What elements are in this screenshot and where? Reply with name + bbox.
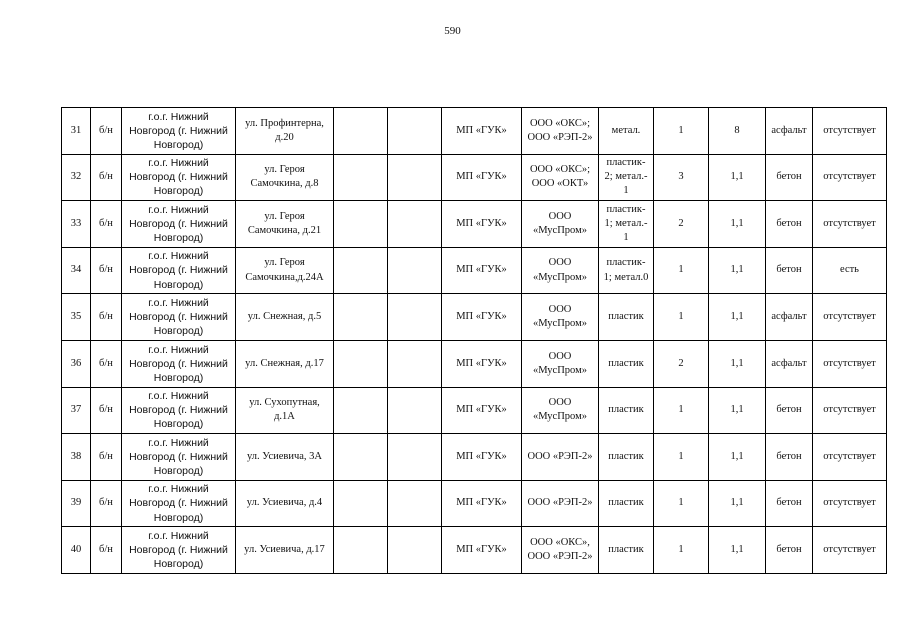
cell-volume: 1,1 — [709, 434, 766, 481]
cell-number: 33 — [62, 201, 91, 248]
cell-address — [236, 387, 334, 434]
cell-address — [236, 247, 334, 294]
cell-owner: МП «ГУК» — [442, 387, 522, 434]
cell-material-line: пластик — [608, 311, 644, 323]
cell-operator — [522, 294, 599, 341]
cell-material — [599, 154, 654, 201]
cell-code: б/н — [91, 108, 122, 155]
cell-empty-2 — [388, 108, 442, 155]
cell-address — [236, 480, 334, 527]
cell-operator-line: ООО «РЭП-2» — [527, 131, 593, 143]
cell-operator-line: ООО «ОКС», — [530, 536, 590, 548]
cell-material-line: пластик- — [606, 203, 646, 215]
cell-locality-line: г.о.г. Нижний — [148, 250, 209, 263]
cell-number: 32 — [62, 154, 91, 201]
cell-locality-line: г.о.г. Нижний — [148, 436, 209, 449]
cell-owner: МП «ГУК» — [442, 480, 522, 527]
cell-fence: отсутствует — [813, 294, 887, 341]
cell-surface: асфальт — [766, 340, 813, 387]
cell-surface: бетон — [766, 247, 813, 294]
cell-material — [599, 434, 654, 481]
cell-address-line: Самочкина, д.21 — [247, 224, 322, 236]
registry-table — [61, 107, 887, 574]
cell-operator — [522, 201, 599, 248]
cell-locality-line: г.о.г. Нижний — [148, 529, 209, 542]
cell-fence: отсутствует — [813, 340, 887, 387]
cell-surface: бетон — [766, 154, 813, 201]
cell-locality — [122, 527, 236, 574]
cell-fence: отсутствует — [813, 108, 887, 155]
cell-empty-2 — [388, 527, 442, 574]
cell-operator-line: «МусПром» — [532, 224, 587, 236]
cell-material-line: пластик — [608, 497, 644, 509]
cell-address-line: ул. Усиевича, д.4 — [246, 497, 323, 509]
table-row — [62, 154, 887, 201]
cell-volume: 1,1 — [709, 387, 766, 434]
cell-number: 37 — [62, 387, 91, 434]
table-row — [62, 201, 887, 248]
cell-code: б/н — [91, 201, 122, 248]
cell-locality — [122, 247, 236, 294]
cell-address-line: ул. Сухопутная, — [249, 397, 320, 409]
cell-material-line: пластик — [608, 544, 644, 556]
cell-locality-line: Новгород (г. Нижний — [129, 171, 228, 184]
cell-empty-2 — [388, 340, 442, 387]
cell-locality-line: г.о.г. Нижний — [148, 390, 209, 403]
cell-operator-line: ООО «РЭП-2» — [527, 551, 593, 563]
cell-address — [236, 434, 334, 481]
cell-locality-line: Новгород) — [153, 325, 204, 338]
table-body — [62, 108, 887, 574]
cell-fence: отсутствует — [813, 434, 887, 481]
table-row — [62, 108, 887, 155]
cell-operator — [522, 108, 599, 155]
cell-empty-1 — [334, 480, 388, 527]
cell-address — [236, 294, 334, 341]
cell-code: б/н — [91, 387, 122, 434]
cell-material-line: пластик — [608, 357, 644, 369]
cell-operator — [522, 154, 599, 201]
cell-count: 1 — [654, 387, 709, 434]
cell-fence: отсутствует — [813, 527, 887, 574]
table-row — [62, 294, 887, 341]
cell-surface: бетон — [766, 480, 813, 527]
cell-material-line: 1; метал.- — [604, 217, 648, 229]
cell-empty-1 — [334, 387, 388, 434]
cell-address-line: Самочкина,д.24А — [245, 271, 324, 283]
cell-material — [599, 387, 654, 434]
cell-address — [236, 108, 334, 155]
cell-fence: отсутствует — [813, 201, 887, 248]
cell-operator-line: ООО «РЭП-2» — [527, 497, 593, 509]
cell-operator-line: ООО — [548, 257, 572, 269]
cell-count: 2 — [654, 201, 709, 248]
cell-locality — [122, 154, 236, 201]
cell-locality-line: г.о.г. Нижний — [148, 483, 209, 496]
cell-owner: МП «ГУК» — [442, 247, 522, 294]
cell-count: 1 — [654, 434, 709, 481]
cell-material — [599, 247, 654, 294]
cell-count: 1 — [654, 247, 709, 294]
cell-address — [236, 340, 334, 387]
cell-surface: бетон — [766, 387, 813, 434]
cell-material-line: 1 — [623, 232, 629, 244]
cell-surface: асфальт — [766, 108, 813, 155]
cell-address — [236, 154, 334, 201]
cell-empty-1 — [334, 201, 388, 248]
cell-count: 1 — [654, 294, 709, 341]
cell-count: 2 — [654, 340, 709, 387]
cell-address — [236, 201, 334, 248]
table-row — [62, 434, 887, 481]
cell-operator-line: ООО — [548, 397, 572, 409]
cell-material-line: 1; метал.0 — [603, 271, 649, 283]
table-row — [62, 247, 887, 294]
cell-locality-line: Новгород (г. Нижний — [129, 404, 228, 417]
cell-material — [599, 340, 654, 387]
cell-volume: 8 — [709, 108, 766, 155]
cell-operator-line: ООО «ОКС»; — [529, 164, 591, 176]
table-row — [62, 387, 887, 434]
cell-empty-1 — [334, 294, 388, 341]
cell-code: б/н — [91, 480, 122, 527]
cell-owner: МП «ГУК» — [442, 201, 522, 248]
cell-number: 36 — [62, 340, 91, 387]
cell-material-line: пластик- — [606, 157, 646, 169]
cell-locality-line: Новгород) — [153, 278, 204, 291]
cell-material-line: 2; метал.- — [604, 171, 648, 183]
cell-owner: МП «ГУК» — [442, 527, 522, 574]
cell-locality-line: Новгород (г. Нижний — [129, 124, 228, 137]
cell-number: 38 — [62, 434, 91, 481]
cell-fence: отсутствует — [813, 480, 887, 527]
cell-address-line: Самочкина, д.8 — [250, 178, 319, 190]
cell-count: 3 — [654, 154, 709, 201]
cell-address-line: ул. Героя — [264, 210, 305, 222]
cell-address-line: д.20 — [275, 131, 294, 143]
cell-operator — [522, 247, 599, 294]
cell-locality-line: Новгород (г. Нижний — [129, 311, 228, 324]
cell-address-line: ул. Снежная, д.17 — [245, 357, 324, 369]
page-number: 590 — [444, 25, 461, 37]
cell-locality — [122, 108, 236, 155]
cell-locality-line: Новгород) — [153, 418, 204, 431]
cell-surface: бетон — [766, 434, 813, 481]
cell-number: 35 — [62, 294, 91, 341]
cell-volume: 1,1 — [709, 294, 766, 341]
cell-count: 1 — [654, 527, 709, 574]
cell-material-line: метал. — [611, 124, 641, 136]
cell-material — [599, 480, 654, 527]
cell-locality — [122, 387, 236, 434]
cell-empty-2 — [388, 480, 442, 527]
cell-surface: бетон — [766, 527, 813, 574]
cell-material-line: 1 — [623, 185, 629, 197]
cell-empty-2 — [388, 201, 442, 248]
cell-number: 40 — [62, 527, 91, 574]
cell-empty-1 — [334, 434, 388, 481]
cell-operator-line: ООО «ОКТ» — [531, 178, 589, 190]
cell-number: 39 — [62, 480, 91, 527]
cell-empty-2 — [388, 247, 442, 294]
cell-locality-line: Новгород (г. Нижний — [129, 544, 228, 557]
cell-locality-line: Новгород (г. Нижний — [129, 264, 228, 277]
cell-address-line: ул. Снежная, д.5 — [247, 311, 322, 323]
cell-material-line: пластик — [608, 450, 644, 462]
cell-code: б/н — [91, 247, 122, 294]
cell-volume: 1,1 — [709, 201, 766, 248]
cell-locality — [122, 294, 236, 341]
cell-code: б/н — [91, 154, 122, 201]
cell-owner: МП «ГУК» — [442, 294, 522, 341]
cell-locality — [122, 434, 236, 481]
cell-material — [599, 294, 654, 341]
cell-operator-line: ООО «РЭП-2» — [527, 450, 593, 462]
cell-fence: отсутствует — [813, 387, 887, 434]
cell-address — [236, 527, 334, 574]
cell-volume: 1,1 — [709, 154, 766, 201]
cell-operator — [522, 434, 599, 481]
cell-number: 31 — [62, 108, 91, 155]
cell-address-line: ул. Героя — [264, 257, 305, 269]
cell-address-line: ул. Усиевича, д.17 — [244, 544, 325, 556]
cell-empty-1 — [334, 527, 388, 574]
cell-locality-line: Новгород (г. Нижний — [129, 450, 228, 463]
cell-operator-line: ООО — [548, 304, 572, 315]
cell-locality-line: Новгород) — [153, 185, 204, 198]
cell-code: б/н — [91, 294, 122, 341]
cell-locality-line: г.о.г. Нижний — [148, 110, 209, 123]
cell-locality-line: Новгород (г. Нижний — [129, 497, 228, 510]
cell-locality-line: Новгород) — [153, 558, 204, 571]
cell-fence: есть — [813, 247, 887, 294]
cell-operator-line: ООО «ОКС»; — [529, 117, 591, 129]
cell-operator — [522, 480, 599, 527]
cell-fence: отсутствует — [813, 154, 887, 201]
cell-code: б/н — [91, 340, 122, 387]
cell-empty-1 — [334, 108, 388, 155]
cell-material — [599, 201, 654, 248]
cell-address-line: д.1А — [274, 411, 295, 423]
cell-operator — [522, 340, 599, 387]
cell-locality-line: г.о.г. Нижний — [148, 157, 209, 170]
cell-owner: МП «ГУК» — [442, 434, 522, 481]
cell-address-line: ул. Героя — [264, 164, 305, 176]
cell-operator-line: «МусПром» — [532, 364, 587, 376]
cell-empty-2 — [388, 434, 442, 481]
cell-locality-line: г.о.г. Нижний — [148, 296, 209, 309]
cell-locality-line: Новгород) — [153, 511, 204, 524]
cell-locality-line: Новгород) — [153, 465, 204, 478]
cell-locality-line: Новгород) — [153, 138, 204, 151]
cell-code: б/н — [91, 434, 122, 481]
cell-volume: 1,1 — [709, 480, 766, 527]
cell-material — [599, 527, 654, 574]
table-row — [62, 527, 887, 574]
cell-surface: асфальт — [766, 294, 813, 341]
cell-material-line: пластик- — [606, 257, 646, 269]
table-row — [62, 480, 887, 527]
cell-locality — [122, 340, 236, 387]
cell-empty-1 — [334, 340, 388, 387]
cell-volume: 1,1 — [709, 340, 766, 387]
cell-operator-line: «МусПром» — [532, 318, 587, 330]
cell-operator — [522, 387, 599, 434]
cell-empty-2 — [388, 387, 442, 434]
cell-locality-line: Новгород (г. Нижний — [129, 217, 228, 230]
cell-material — [599, 108, 654, 155]
cell-empty-2 — [388, 294, 442, 341]
cell-count: 1 — [654, 108, 709, 155]
cell-number: 34 — [62, 247, 91, 294]
cell-empty-2 — [388, 154, 442, 201]
cell-operator-line: ООО — [548, 350, 572, 362]
cell-locality-line: Новгород) — [153, 232, 204, 245]
cell-owner: МП «ГУК» — [442, 340, 522, 387]
cell-volume: 1,1 — [709, 527, 766, 574]
cell-surface: бетон — [766, 201, 813, 248]
cell-count: 1 — [654, 480, 709, 527]
cell-operator — [522, 527, 599, 574]
cell-owner: МП «ГУК» — [442, 108, 522, 155]
cell-locality-line: Новгород (г. Нижний — [129, 357, 228, 370]
cell-empty-1 — [334, 247, 388, 294]
cell-locality — [122, 480, 236, 527]
cell-operator-line: ООО — [548, 210, 572, 222]
cell-owner: МП «ГУК» — [442, 154, 522, 201]
cell-locality-line: г.о.г. Нижний — [148, 203, 209, 216]
cell-operator-line: «МусПром» — [532, 271, 587, 283]
cell-locality-line: г.о.г. Нижний — [148, 343, 209, 356]
cell-locality-line: Новгород) — [153, 371, 204, 384]
cell-address-line: ул. Профинтерна, — [245, 117, 324, 129]
cell-address-line: ул. Усиевича, 3А — [247, 450, 322, 462]
cell-operator-line: «МусПром» — [532, 411, 587, 423]
cell-locality — [122, 201, 236, 248]
table-row — [62, 340, 887, 387]
cell-empty-1 — [334, 154, 388, 201]
cell-material-line: пластик — [608, 404, 644, 416]
cell-volume: 1,1 — [709, 247, 766, 294]
cell-code: б/н — [91, 527, 122, 574]
